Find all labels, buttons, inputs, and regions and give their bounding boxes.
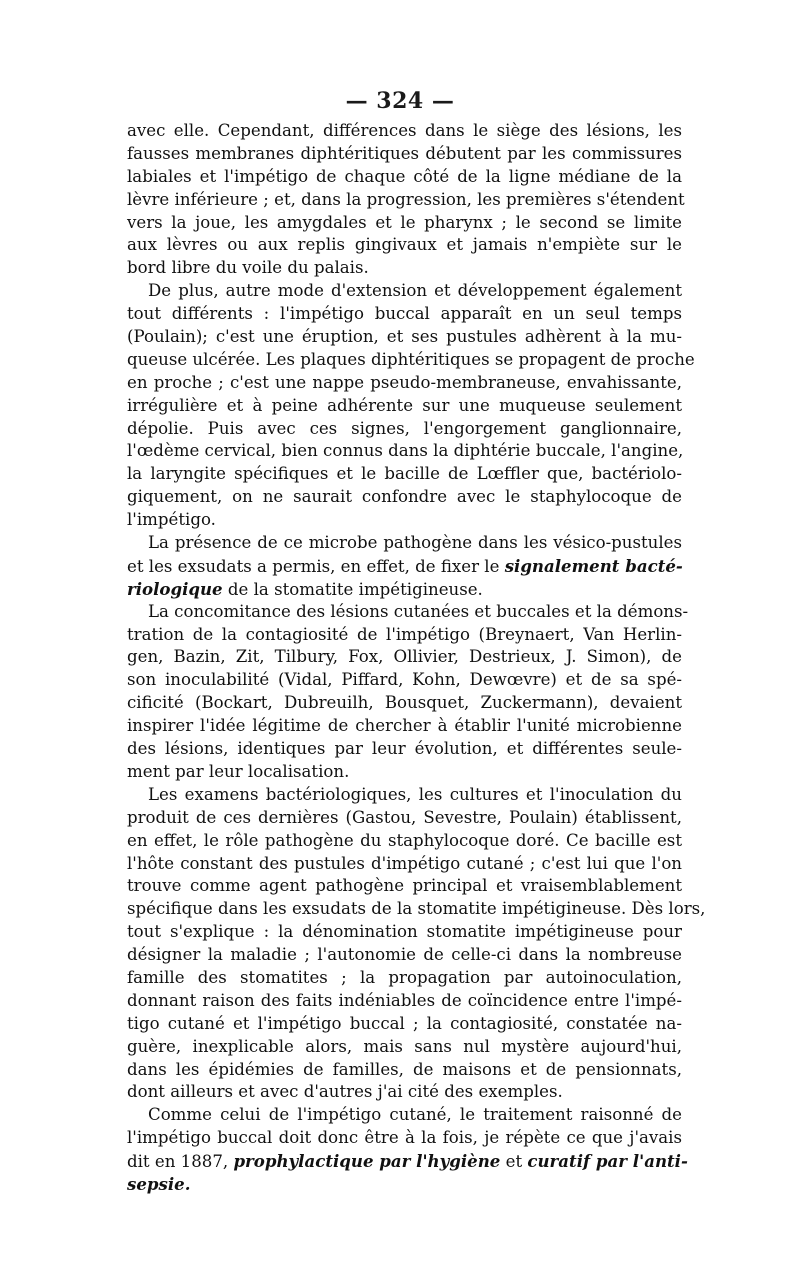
text-segment: produit de ces dernières (Gastou, Sevestre, Poulain) établissent, <box>127 807 682 827</box>
text-line <box>127 1013 682 1036</box>
text-line <box>127 418 682 441</box>
text-segment: avec elle. Cependant, différences dans le siège des lésions, les <box>127 121 682 140</box>
text-line <box>127 280 682 303</box>
text-line <box>127 234 682 257</box>
text-segment: l'impétigo buccal doit donc être à la fois, je répète ce que j'avais <box>127 1128 682 1148</box>
text-line <box>127 853 682 876</box>
text-segment: tout s'explique : la dénomination stomatite impétigineuse pour <box>127 922 682 942</box>
text-segment: et les exsudats a permis, en effet, de fixer le <box>127 556 505 576</box>
text-line <box>127 555 682 578</box>
text-line <box>127 830 682 853</box>
text-line <box>127 1104 682 1127</box>
text-line <box>127 349 695 372</box>
text-segment: dit en 1887, <box>127 1152 234 1172</box>
text-segment: en proche ; c'est une nappe pseudo-membraneuse, envahissante, <box>127 372 682 392</box>
text-line <box>127 212 682 235</box>
text-line <box>127 1173 682 1196</box>
text-segment: trouve comme agent pathogène principal et vraisemblablement <box>127 876 682 896</box>
text-segment: fausses membranes diphtéritiques débutent par les commissures <box>127 143 682 163</box>
text-line <box>127 715 682 738</box>
text-segment: en effet, le rôle pathogène du staphylocoque doré. Ce bacille est <box>127 830 682 850</box>
text-line <box>127 624 682 647</box>
text-line <box>127 1150 688 1173</box>
text-line <box>127 967 682 990</box>
text-segment: l'impétigo. <box>127 510 216 530</box>
text-segment: son inoculabilité (Vidal, Piffard, Kohn, Dewœvre) et de sa spé- <box>127 670 682 690</box>
text-line <box>127 440 682 463</box>
text-segment: spécifique dans les exsudats de la stomatite impétigineuse. Dès lors, <box>127 899 706 919</box>
text-segment: (Poulain); c'est une éruption, et ses pustules adhèrent à la mu- <box>127 327 682 347</box>
text-line <box>127 692 682 715</box>
text-line <box>127 143 682 166</box>
text-line <box>127 166 682 189</box>
text-segment: gen, Bazin, Zit, Tilbury, Fox, Ollivier, Destrieux, J. Simon), de <box>127 647 682 667</box>
italic-segment: sepsie. <box>127 1173 191 1194</box>
text-line <box>127 990 682 1013</box>
text-segment: tout différents : l'impétigo buccal apparaît en un seul temps <box>127 304 682 324</box>
text-segment: la laryngite spécifiques et le bacille de Lœffler que, bactériolo- <box>127 464 682 484</box>
text-line <box>127 646 682 669</box>
italic-segment: curatif par l'anti- <box>527 1151 688 1172</box>
text-line <box>127 463 682 486</box>
text-segment: et <box>500 1152 528 1172</box>
text-line <box>127 486 682 509</box>
text-line <box>127 1081 682 1104</box>
text-segment: inspirer l'idée légitime de chercher à établir l'unité microbienne <box>127 716 682 736</box>
text-line <box>127 532 682 555</box>
text-segment: cificité (Bockart, Dubreuilh, Bousquet, Zuckermann), devaient <box>127 693 682 713</box>
text-line <box>127 395 682 418</box>
text-line <box>127 784 682 807</box>
text-segment: désigner la maladie ; l'autonomie de celle-ci dans la nombreuse <box>127 945 682 965</box>
body-text <box>127 120 706 1196</box>
text-segment: dans les épidémies de familles, de maisons et de pensionnats, <box>127 1059 682 1079</box>
text-line <box>127 1127 682 1150</box>
text-line <box>127 898 706 921</box>
text-line <box>127 875 682 898</box>
text-line <box>127 372 682 395</box>
page-number: — 324 — <box>345 88 455 114</box>
text-segment: ment par leur localisation. <box>127 761 350 781</box>
text-segment: bord libre du voile du palais. <box>127 258 369 278</box>
text-segment: dépolie. Puis avec ces signes, l'engorgement ganglionnaire, <box>127 418 682 438</box>
text-segment: donnant raison des faits indéniables de coïncidence entre l'impé- <box>127 990 682 1010</box>
text-segment: des lésions, identiques par leur évolution, et différentes seule- <box>127 739 682 759</box>
text-segment: vers la joue, les amygdales et le pharynx ; le second se limite <box>127 212 682 232</box>
text-segment: La concomitance des lésions cutanées et buccales et la démons- <box>148 601 689 621</box>
text-segment: irrégulière et à peine adhérente sur une muqueuse seulement <box>127 395 682 415</box>
text-line <box>127 120 682 143</box>
italic-segment: riologique <box>127 578 223 599</box>
text-line <box>127 807 682 830</box>
text-segment: Les examens bactériologiques, les cultures et l'inoculation du <box>148 784 682 804</box>
italic-segment: prophylactique par l'hygiène <box>233 1151 501 1172</box>
text-line <box>127 738 682 761</box>
text-line <box>127 257 682 280</box>
text-segment: Comme celui de l'impétigo cutané, le traitement raisonné de <box>148 1105 682 1125</box>
text-line <box>127 761 682 784</box>
text-segment: l'hôte constant des pustules d'impétigo cutané ; c'est lui que l'on <box>127 853 682 873</box>
text-segment: de la stomatite impétigineuse. <box>222 579 483 599</box>
text-segment: La présence de ce microbe pathogène dans les vésico-pustules <box>148 533 682 553</box>
text-segment: lèvre inférieure ; et, dans la progression, les premières s'étendent <box>127 189 685 209</box>
text-segment: giquement, on ne saurait confondre avec le staphylocoque de <box>127 487 682 507</box>
text-segment: famille des stomatites ; la propagation par autoinoculation, <box>127 967 682 987</box>
text-segment: tration de la contagiosité de l'impétigo (Breynaert, Van Herlin- <box>127 624 682 644</box>
text-segment: labiales et l'impétigo de chaque côté de la ligne médiane de la <box>127 166 682 186</box>
text-line <box>127 326 682 349</box>
text-line <box>127 1059 682 1082</box>
italic-segment: signalement bacté- <box>504 555 683 576</box>
text-line <box>127 509 682 532</box>
text-line <box>127 303 682 326</box>
text-segment: dont ailleurs et avec d'autres j'ai cité des exemples. <box>127 1082 563 1102</box>
text-line <box>127 601 689 624</box>
text-segment: tigo cutané et l'impétigo buccal ; la contagiosité, constatée na- <box>127 1013 682 1033</box>
text-line <box>127 921 682 944</box>
text-line <box>127 1036 682 1059</box>
text-segment: l'œdème cervical, bien connus dans la diphtérie buccale, l'angine, <box>127 441 684 461</box>
text-line <box>127 189 685 212</box>
text-segment: queuse ulcérée. Les plaques diphtéritiques se propagent de proche <box>127 349 695 369</box>
text-segment: De plus, autre mode d'extension et développement également <box>148 281 682 301</box>
text-line <box>127 578 682 601</box>
text-segment: aux lèvres ou aux replis gingivaux et jamais n'empiète sur le <box>127 235 682 255</box>
text-segment: guère, inexplicable alors, mais sans nul mystère aujourd'hui, <box>127 1036 682 1056</box>
text-line <box>127 669 682 692</box>
text-line <box>127 944 682 967</box>
